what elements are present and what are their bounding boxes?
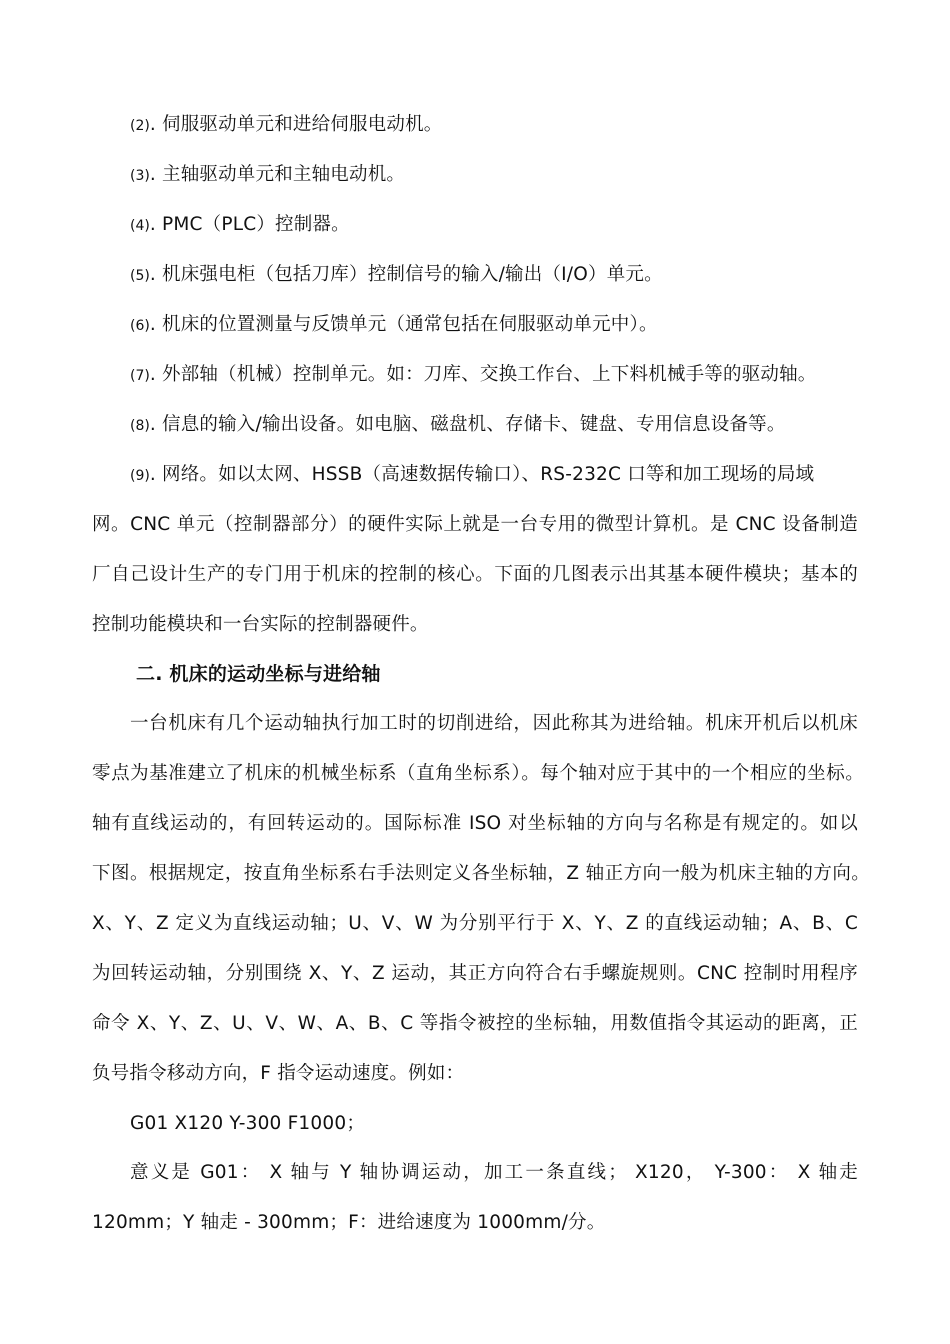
- paragraph-line: 负号指令移动方向，F 指令运动速度。例如：: [92, 1063, 465, 1084]
- paragraph-line: 控制功能模块和一台实际的控制器硬件。: [92, 614, 429, 635]
- list-text: . 机床强电柜（包括刀库）控制信号的输入/输出（I/O）单元。: [149, 264, 663, 285]
- list-text: . 伺服驱动单元和进给伺服电动机。: [149, 114, 443, 135]
- list-number: (8): [130, 418, 150, 434]
- list-number: (4): [130, 218, 150, 234]
- list-item: [130, 262, 663, 289]
- list-item: [130, 362, 817, 389]
- list-item: [130, 212, 350, 239]
- paragraph-line: 厂自己设计生产的专门用于机床的控制的核心。下面的几图表示出其基本硬件模块；基本的: [92, 564, 858, 585]
- paragraph-line: 命令 X、Y、Z、U、V、W、A、B、C 等指令被控的坐标轴，用数值指令其运动的距离，正: [92, 1013, 858, 1034]
- paragraph-line: 为回转运动轴，分别围绕 X、Y、Z 运动，其正方向符合右手螺旋规则。CNC 控制时用程序: [92, 963, 858, 984]
- list-number: (9): [130, 468, 150, 484]
- list-text: . 机床的位置测量与反馈单元（通常包括在伺服驱动单元中）。: [149, 314, 658, 335]
- list-number: (6): [130, 318, 150, 334]
- paragraph-line: 一台机床有几个运动轴执行加工时的切削进给，因此称其为进给轴。机床开机后以机床: [130, 713, 858, 734]
- list-item: [130, 462, 814, 489]
- list-number: (3): [130, 168, 150, 184]
- list-number: (7): [130, 368, 150, 384]
- paragraph-line: 意义是 G01： X 轴与 Y 轴协调运动，加工一条直线； X120， Y-300： X 轴走: [130, 1162, 858, 1183]
- list-number: (2): [130, 118, 150, 134]
- list-item: [130, 112, 443, 139]
- paragraph-line: 零点为基准建立了机床的机械坐标系（直角坐标系）。每个轴对应于其中的一个相应的坐标。: [92, 763, 864, 784]
- paragraph-line: 120mm；Y 轴走 - 300mm；F：进给速度为 1000mm/分。: [92, 1212, 606, 1233]
- list-item: [130, 412, 786, 439]
- list-text: . 主轴驱动单元和主轴电动机。: [149, 164, 406, 185]
- list-number: (5): [130, 268, 150, 284]
- list-item: [130, 162, 405, 189]
- list-text: . PMC（PLC）控制器。: [149, 214, 350, 235]
- code-example: G01 X120 Y-300 F1000；: [130, 1113, 366, 1134]
- paragraph-line: 轴有直线运动的，有回转运动的。国际标准 ISO 对坐标轴的方向与名称是有规定的。如以: [92, 813, 858, 834]
- list-text: . 外部轴（机械）控制单元。如：刀库、交换工作台、上下料机械手等的驱动轴。: [149, 364, 817, 385]
- list-text: . 网络。如以太网、HSSB（高速数据传输口）、RS-232C 口等和加工现场的局域: [149, 464, 815, 485]
- list-text: . 信息的输入/输出设备。如电脑、磁盘机、存储卡、键盘、专用信息设备等。: [149, 414, 786, 435]
- paragraph-line: X、Y、Z 定义为直线运动轴；U、V、W 为分别平行于 X、Y、Z 的直线运动轴；A、B、C: [92, 913, 858, 934]
- paragraph-line: 网。CNC 单元（控制器部分）的硬件实际上就是一台专用的微型计算机。是 CNC 设备制造: [92, 514, 858, 535]
- list-item: [130, 312, 658, 339]
- paragraph-line: 下图。根据规定，按直角坐标系右手法则定义各坐标轴，Z 轴正方向一般为机床主轴的方向。: [92, 863, 870, 884]
- section-heading: 二. 机床的运动坐标与进给轴: [136, 663, 381, 685]
